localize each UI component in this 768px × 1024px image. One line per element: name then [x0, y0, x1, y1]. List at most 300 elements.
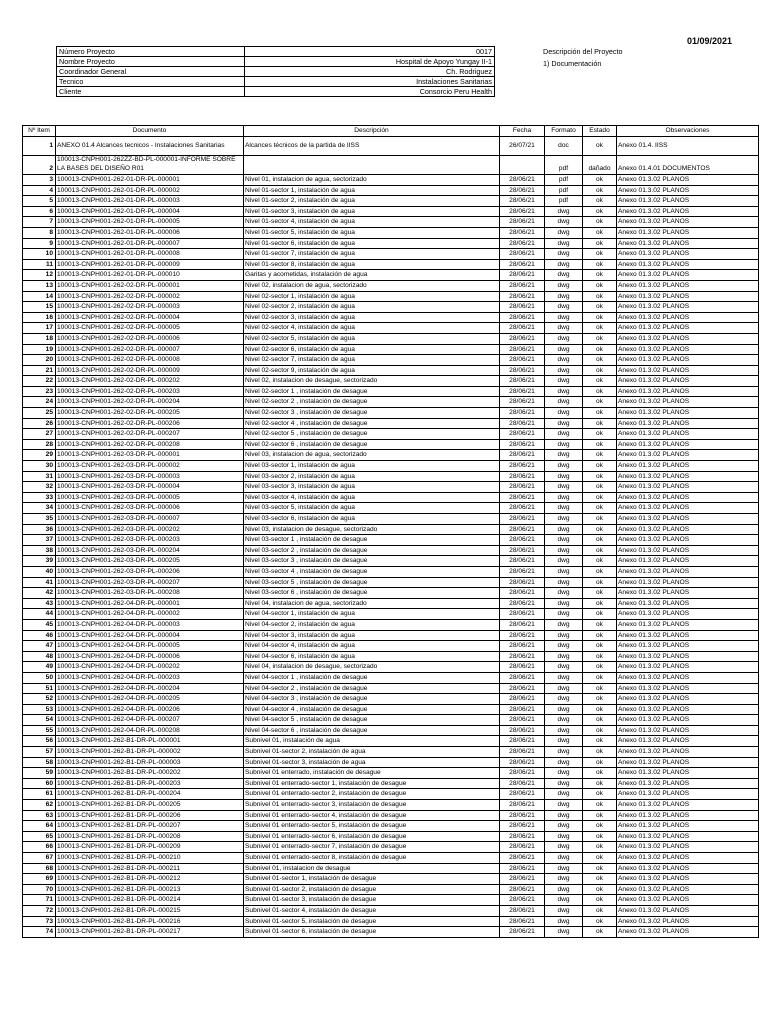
table-row — [23, 831, 759, 842]
status: ok — [583, 259, 617, 270]
description: Nivel 01-sector 7, instalación de agua — [244, 249, 500, 260]
description: Subnivel 01 enterrado-sector 8, instalación de desague — [244, 853, 500, 864]
table-row — [23, 397, 759, 408]
observations: Anexo 01.3.02 PLANOS — [617, 704, 759, 715]
description: Nivel 04-sector 2 , instalación de desague — [244, 683, 500, 694]
date: 28/06/21 — [500, 895, 545, 906]
status: ok — [583, 715, 617, 726]
description: Nivel 03-sector 2, instalación de agua — [244, 471, 500, 482]
status: ok — [583, 566, 617, 577]
project-description-label: Descripción del Proyecto — [543, 47, 623, 56]
item-number: 13 — [23, 280, 56, 291]
item-number: 2 — [23, 156, 56, 175]
status: ok — [583, 418, 617, 429]
item-number: 33 — [23, 492, 56, 503]
item-number: 7 — [23, 217, 56, 228]
document-code: 100013-CNPH001-262-02-DR-PL-000005 — [56, 323, 244, 334]
format: dwg — [545, 778, 583, 789]
table-row — [23, 927, 759, 938]
observations: Anexo 01.3.02 PLANOS — [617, 662, 759, 673]
format: dwg — [545, 831, 583, 842]
item-number: 52 — [23, 694, 56, 705]
table-row — [23, 408, 759, 419]
status: ok — [583, 355, 617, 366]
description: Nivel 04-sector 6, instalación de agua — [244, 651, 500, 662]
date: 28/06/21 — [500, 365, 545, 376]
format: dwg — [545, 619, 583, 630]
status: ok — [583, 927, 617, 938]
status: ok — [583, 302, 617, 313]
date: 28/06/21 — [500, 238, 545, 249]
observations: Anexo 01.3.02 PLANOS — [617, 471, 759, 482]
item-number: 19 — [23, 344, 56, 355]
description: Nivel 02, instalacion de desague, sectorizado — [244, 376, 500, 387]
description: Nivel 02-sector 6, instalación de agua — [244, 344, 500, 355]
item-number: 32 — [23, 482, 56, 493]
observations: Anexo 01.3.02 PLANOS — [617, 333, 759, 344]
format: dwg — [545, 800, 583, 811]
date: 28/06/21 — [500, 651, 545, 662]
document-code: 100013-CNPH001-262-03-DR-PL-000001 — [56, 450, 244, 461]
observations: Anexo 01.3.02 PLANOS — [617, 206, 759, 217]
observations: Anexo 01.3.02 PLANOS — [617, 884, 759, 895]
table-row — [23, 853, 759, 864]
date: 28/06/21 — [500, 471, 545, 482]
observations: Anexo 01.3.02 PLANOS — [617, 461, 759, 472]
item-number: 22 — [23, 376, 56, 387]
item-number: 66 — [23, 842, 56, 853]
table-row — [23, 736, 759, 747]
format: dwg — [545, 514, 583, 525]
observations: Anexo 01.3.02 PLANOS — [617, 683, 759, 694]
status: ok — [583, 810, 617, 821]
item-number: 60 — [23, 778, 56, 789]
format: dwg — [545, 863, 583, 874]
observations: Anexo 01.3.02 PLANOS — [617, 863, 759, 874]
info-label: Cliente — [57, 87, 245, 97]
item-number: 36 — [23, 524, 56, 535]
item-number: 27 — [23, 429, 56, 440]
status: ok — [583, 461, 617, 472]
format: dwg — [545, 450, 583, 461]
description: Nivel 01-sector 3, instalación de agua — [244, 206, 500, 217]
observations: Anexo 01.3.02 PLANOS — [617, 927, 759, 938]
format: dwg — [545, 461, 583, 472]
table-row — [23, 196, 759, 207]
format: dwg — [545, 227, 583, 238]
document-code: 100013-CNPH001-262-02-DR-PL-000207 — [56, 429, 244, 440]
observations: Anexo 01.3.02 PLANOS — [617, 323, 759, 334]
status: ok — [583, 884, 617, 895]
table-row — [23, 503, 759, 514]
document-code: 100013-CNPH001-262-01-DR-PL-000009 — [56, 259, 244, 270]
date: 28/06/21 — [500, 206, 545, 217]
description: Subnivel 01-sector 2, instalación de agua — [244, 747, 500, 758]
format: dwg — [545, 492, 583, 503]
format: dwg — [545, 545, 583, 556]
format: dwg — [545, 810, 583, 821]
date: 28/06/21 — [500, 863, 545, 874]
observations: Anexo 01.3.02 PLANOS — [617, 492, 759, 503]
header-status: Estado — [583, 126, 617, 137]
table-row — [23, 450, 759, 461]
date: 28/06/21 — [500, 778, 545, 789]
observations: Anexo 01.3.02 PLANOS — [617, 905, 759, 916]
table-row — [23, 270, 759, 281]
description: Nivel 03-sector 1, instalación de agua — [244, 461, 500, 472]
observations: Anexo 01.4.01 DOCUMENTOS — [617, 156, 759, 175]
format: pdf — [545, 175, 583, 186]
observations: Anexo 01.3.02 PLANOS — [617, 853, 759, 864]
observations: Anexo 01.3.02 PLANOS — [617, 672, 759, 683]
observations: Anexo 01.3.02 PLANOS — [617, 344, 759, 355]
description: Nivel 02-sector 4, instalación de agua — [244, 323, 500, 334]
item-number: 59 — [23, 768, 56, 779]
description: Nivel 04-sector 2, instalación de agua — [244, 619, 500, 630]
document-code: 100013-CNPH001-262-B1-DR-PL-000211 — [56, 863, 244, 874]
status: ok — [583, 535, 617, 546]
observations: Anexo 01.3.02 PLANOS — [617, 768, 759, 779]
description: Subnivel 01-sector 3, instalación de desague — [244, 895, 500, 906]
status: ok — [583, 238, 617, 249]
info-row — [57, 47, 495, 57]
date: 28/06/21 — [500, 556, 545, 567]
document-code: 100013-CNPH001-262-B1-DR-PL-000217 — [56, 927, 244, 938]
format: dwg — [545, 725, 583, 736]
item-number: 39 — [23, 556, 56, 567]
status: ok — [583, 514, 617, 525]
format: dwg — [545, 905, 583, 916]
info-label: Tecnico — [57, 77, 245, 87]
document-code: 100013-CNPH001-262-03-DR-PL-000206 — [56, 566, 244, 577]
description: Nivel 03-sector 5, instalación de agua — [244, 503, 500, 514]
observations: Anexo 01.3.02 PLANOS — [617, 196, 759, 207]
status: ok — [583, 619, 617, 630]
info-label: Coordinador General — [57, 67, 245, 77]
date: 28/06/21 — [500, 418, 545, 429]
status: ok — [583, 137, 617, 156]
item-number: 64 — [23, 821, 56, 832]
document-code: 100013-CNPH001-262-04-DR-PL-000002 — [56, 609, 244, 620]
item-number: 49 — [23, 662, 56, 673]
document-code: 100013-CNPH001-262-04-DR-PL-000205 — [56, 694, 244, 705]
table-row — [23, 874, 759, 885]
table-row — [23, 651, 759, 662]
document-code: 100013-CNPH001-262-03-DR-PL-000004 — [56, 482, 244, 493]
table-row — [23, 439, 759, 450]
observations: Anexo 01.3.02 PLANOS — [617, 418, 759, 429]
observations: Anexo 01.3.02 PLANOS — [617, 249, 759, 260]
status: ok — [583, 270, 617, 281]
observations: Anexo 01.3.02 PLANOS — [617, 429, 759, 440]
description: Nivel 03-sector 6, instalación de agua — [244, 514, 500, 525]
description: Subnivel 01 enterrado-sector 2, instalación de desague — [244, 789, 500, 800]
item-number: 57 — [23, 747, 56, 758]
document-code: 100013-CNPH001-262-02-DR-PL-000206 — [56, 418, 244, 429]
observations: Anexo 01.3.02 PLANOS — [617, 545, 759, 556]
date: 28/06/21 — [500, 376, 545, 387]
table-row — [23, 344, 759, 355]
table-row — [23, 238, 759, 249]
item-number: 62 — [23, 800, 56, 811]
table-row — [23, 884, 759, 895]
date: 28/06/21 — [500, 217, 545, 228]
document-code: 100013-CNPH001-262-03-DR-PL-000207 — [56, 577, 244, 588]
item-number: 68 — [23, 863, 56, 874]
format: dwg — [545, 651, 583, 662]
format: dwg — [545, 291, 583, 302]
item-number: 38 — [23, 545, 56, 556]
date: 28/06/21 — [500, 715, 545, 726]
date: 28/06/21 — [500, 598, 545, 609]
status: ok — [583, 704, 617, 715]
item-number: 46 — [23, 630, 56, 641]
document-code: 100013-CNPH001-262-01-DR-PL-000006 — [56, 227, 244, 238]
format: dwg — [545, 874, 583, 885]
document-code: 100013-CNPH001-262-03-DR-PL-000203 — [56, 535, 244, 546]
date: 28/06/21 — [500, 333, 545, 344]
document-code: 100013-CNPH001-262-04-DR-PL-000003 — [56, 619, 244, 630]
format: dwg — [545, 302, 583, 313]
date: 28/06/21 — [500, 704, 545, 715]
table-row — [23, 535, 759, 546]
document-code: 100013-CNPH001-262-03-DR-PL-000007 — [56, 514, 244, 525]
table-row — [23, 302, 759, 313]
description: Nivel 01-sector 8, instalación de agua — [244, 259, 500, 270]
status: ok — [583, 524, 617, 535]
document-code: 100013-CNPH001-262-B1-DR-PL-000208 — [56, 831, 244, 842]
status: ok — [583, 874, 617, 885]
table-row — [23, 683, 759, 694]
observations: Anexo 01.3.02 PLANOS — [617, 842, 759, 853]
description: Subnivel 01 enterrado-sector 3, instalación de desague — [244, 800, 500, 811]
status: ok — [583, 492, 617, 503]
document-code: 100013-CNPH001-262-02-DR-PL-000208 — [56, 439, 244, 450]
document-code: 100013-CNPH001-262-02-DR-PL-000008 — [56, 355, 244, 366]
date: 28/06/21 — [500, 524, 545, 535]
observations: Anexo 01.3.02 PLANOS — [617, 810, 759, 821]
format: dwg — [545, 482, 583, 493]
observations: Anexo 01.3.02 PLANOS — [617, 757, 759, 768]
status: ok — [583, 672, 617, 683]
date: 28/06/21 — [500, 450, 545, 461]
item-number: 70 — [23, 884, 56, 895]
header-item: Nº Item — [23, 126, 56, 137]
date: 28/06/21 — [500, 683, 545, 694]
document-code: 100013-CNPH001-262-B1-DR-PL-000206 — [56, 810, 244, 821]
item-number: 35 — [23, 514, 56, 525]
format: dwg — [545, 577, 583, 588]
format: dwg — [545, 429, 583, 440]
document-code: 100013-CNPH001-262-04-DR-PL-000206 — [56, 704, 244, 715]
header-format: Formato — [545, 126, 583, 137]
observations: Anexo 01.3.02 PLANOS — [617, 895, 759, 906]
description: Nivel 01-sector 6, instalación de agua — [244, 238, 500, 249]
status: ok — [583, 482, 617, 493]
status: ok — [583, 217, 617, 228]
status: ok — [583, 450, 617, 461]
format: dwg — [545, 439, 583, 450]
observations: Anexo 01.3.02 PLANOS — [617, 217, 759, 228]
observations: Anexo 01.3.02 PLANOS — [617, 376, 759, 387]
item-number: 34 — [23, 503, 56, 514]
table-row — [23, 492, 759, 503]
date: 28/06/21 — [500, 566, 545, 577]
item-number: 50 — [23, 672, 56, 683]
format: dwg — [545, 747, 583, 758]
format: dwg — [545, 694, 583, 705]
info-value: 0017 — [245, 47, 495, 57]
observations: Anexo 01.3.02 PLANOS — [617, 588, 759, 599]
format: dwg — [545, 418, 583, 429]
format: dwg — [545, 280, 583, 291]
document-code: 100013-CNPH001-262-03-DR-PL-000006 — [56, 503, 244, 514]
description: Subnivel 01 enterrado-sector 6, instalación de desague — [244, 831, 500, 842]
table-row — [23, 556, 759, 567]
date: 28/06/21 — [500, 810, 545, 821]
document-code: 100013-CNPH001-262-B1-DR-PL-000207 — [56, 821, 244, 832]
date: 28/06/21 — [500, 905, 545, 916]
date: 28/06/21 — [500, 694, 545, 705]
table-row — [23, 905, 759, 916]
item-number: 58 — [23, 757, 56, 768]
item-number: 1 — [23, 137, 56, 156]
description: Nivel 04, instalacion de agua, sectorizado — [244, 598, 500, 609]
table-row — [23, 715, 759, 726]
status: ok — [583, 577, 617, 588]
description: Subnivel 01, instalacion de desague — [244, 863, 500, 874]
observations: Anexo 01.3.02 PLANOS — [617, 598, 759, 609]
observations: Anexo 01.3.02 PLANOS — [617, 175, 759, 186]
format: dwg — [545, 672, 583, 683]
date: 28/06/21 — [500, 323, 545, 334]
description: Nivel 04-sector 1, instalación de agua — [244, 609, 500, 620]
document-code: 100013-CNPH001-262-B1-DR-PL-000205 — [56, 800, 244, 811]
table-row — [23, 175, 759, 186]
date: 28/06/21 — [500, 312, 545, 323]
table-row — [23, 418, 759, 429]
date: 28/06/21 — [500, 821, 545, 832]
observations: Anexo 01.3.02 PLANOS — [617, 800, 759, 811]
date: 28/06/21 — [500, 302, 545, 313]
format: pdf — [545, 185, 583, 196]
status: ok — [583, 821, 617, 832]
table-row — [23, 672, 759, 683]
item-number: 29 — [23, 450, 56, 461]
item-number: 25 — [23, 408, 56, 419]
table-row — [23, 778, 759, 789]
document-code: 100013-CNPH001-262-04-DR-PL-000202 — [56, 662, 244, 673]
description: Nivel 01-sector 1, instalación de agua — [244, 185, 500, 196]
observations: Anexo 01.3.02 PLANOS — [617, 619, 759, 630]
status: ok — [583, 630, 617, 641]
date: 28/06/21 — [500, 259, 545, 270]
format: pdf — [545, 156, 583, 175]
date: 28/06/21 — [500, 800, 545, 811]
table-row — [23, 619, 759, 630]
date: 28/06/21 — [500, 492, 545, 503]
status: ok — [583, 386, 617, 397]
date: 28/06/21 — [500, 355, 545, 366]
document-code: 100013-CNPH001-262-02-DR-PL-000001 — [56, 280, 244, 291]
item-number: 26 — [23, 418, 56, 429]
status: ok — [583, 365, 617, 376]
document-code: 100013-CNPH001-262-02-DR-PL-000009 — [56, 365, 244, 376]
format: dwg — [545, 471, 583, 482]
observations: Anexo 01.3.02 PLANOS — [617, 227, 759, 238]
document-code: 100013-CNPH001-262-02-DR-PL-000006 — [56, 333, 244, 344]
description: Nivel 02-sector 3, instalación de agua — [244, 312, 500, 323]
status: ok — [583, 778, 617, 789]
info-value: Hospital de Apoyo Yungay II-1 — [245, 57, 495, 67]
document-code: 100013-CNPH001-262-04-DR-PL-000001 — [56, 598, 244, 609]
format: dwg — [545, 344, 583, 355]
status: ok — [583, 439, 617, 450]
item-number: 3 — [23, 175, 56, 186]
description: Subnivel 01-sector 3, instalación de agua — [244, 757, 500, 768]
date: 28/06/21 — [500, 609, 545, 620]
date: 28/06/21 — [500, 397, 545, 408]
status: ok — [583, 905, 617, 916]
date: 28/06/21 — [500, 482, 545, 493]
item-number: 17 — [23, 323, 56, 334]
header-document: Documento — [56, 126, 244, 137]
header-observations: Observaciones — [617, 126, 759, 137]
item-number: 5 — [23, 196, 56, 207]
table-row — [23, 365, 759, 376]
document-code: 100013-CNPH001-262-04-DR-PL-000005 — [56, 641, 244, 652]
document-code: 100013-CNPH001-262-B1-DR-PL-000209 — [56, 842, 244, 853]
document-code: 100013-CNPH001-262-02-DR-PL-000204 — [56, 397, 244, 408]
document-code: 100013-CNPH001-262-04-DR-PL-000204 — [56, 683, 244, 694]
info-value: Ch. Rodriguez — [245, 67, 495, 77]
format: dwg — [545, 630, 583, 641]
table-row — [23, 821, 759, 832]
status: ok — [583, 853, 617, 864]
status: ok — [583, 747, 617, 758]
observations: Anexo 01.3.02 PLANOS — [617, 270, 759, 281]
format: dwg — [545, 598, 583, 609]
table-row — [23, 280, 759, 291]
table-row — [23, 704, 759, 715]
date: 28/06/21 — [500, 408, 545, 419]
table-row — [23, 482, 759, 493]
date: 28/06/21 — [500, 757, 545, 768]
format: doc — [545, 137, 583, 156]
project-info-table — [56, 46, 495, 97]
date: 28/06/21 — [500, 270, 545, 281]
item-number: 12 — [23, 270, 56, 281]
description: Subnivel 01-sector 5, instalación de desague — [244, 916, 500, 927]
status: ok — [583, 227, 617, 238]
observations: Anexo 01.3.02 PLANOS — [617, 831, 759, 842]
item-number: 51 — [23, 683, 56, 694]
description: Nivel 01-sector 4, instalación de agua — [244, 217, 500, 228]
date: 28/06/21 — [500, 736, 545, 747]
format: dwg — [545, 789, 583, 800]
observations: Anexo 01.3.02 PLANOS — [617, 482, 759, 493]
description: Subnivel 01 enterrado-sector 4, instalación de desague — [244, 810, 500, 821]
info-value: Consorcio Peru Health — [245, 87, 495, 97]
description: Subnivel 01, instalación de agua — [244, 736, 500, 747]
item-number: 28 — [23, 439, 56, 450]
document-code: 100013-CNPH001-262-02-DR-PL-000003 — [56, 302, 244, 313]
status: ok — [583, 291, 617, 302]
observations: Anexo 01.3.02 PLANOS — [617, 747, 759, 758]
item-number: 44 — [23, 609, 56, 620]
status: ok — [583, 503, 617, 514]
date: 28/06/21 — [500, 831, 545, 842]
